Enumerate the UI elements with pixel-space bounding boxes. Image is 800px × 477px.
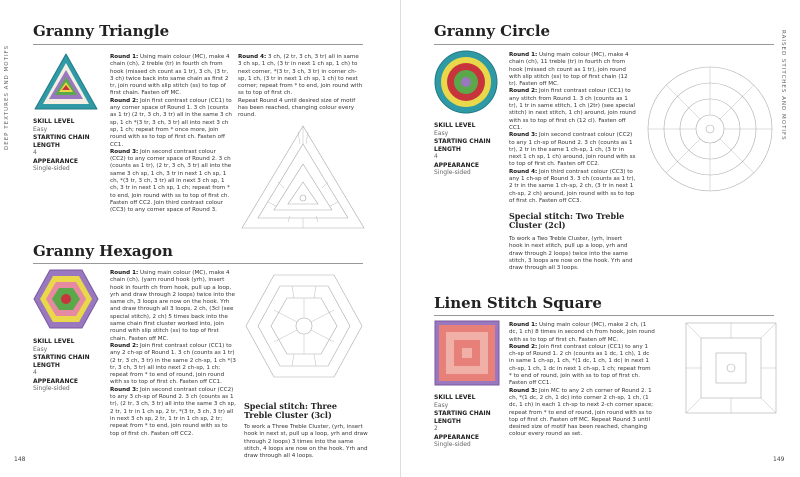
triangle-round-2: Round 2: Join first contrast colour (CC1) to any corner space of Round 1. 3 ch (counts as 1 tr) (2 tr, 3 ch, 3 tr) all in the same 3 ch sp, 1 ch *(3 tr, 3 ch, 3 tr) all into next 3 ch sp, 1 ch; repeat from * once more, join round with ss to top of first ch. Fasten off CC1. [110,97,232,148]
linen-round-3: Round 3: Join MC to any 2 ch corner of Round 2. 1 ch, *(1 dc, 2 ch, 1 dc) into corner 2 ch-sp, 1 ch, (1 dc, 1 ch) in each 1 ch-sp to next 2-ch corner space; repeat from * to end of round, join round with ss to top of first ch. Fasten off MC. Repeat Round 3 until desired size of motif has been reached, changing colour every round as set. [509,387,654,438]
triangle-skill-value: Easy [33,125,48,133]
hexagon-round-3: Round 3: Join second contrast colour (CC2) to any 3 ch-sp of Round 2. 3 ch (counts as 1 tr), (2 tr, 3 ch, 3 tr) all into the same 3 ch sp, 2 tr, 1 tr in 1 ch sp, 2 tr, *(3 tr, 3 ch, 3 tr) all in next 3 ch sp, 2 tr, 1 tr in 1 ch sp, 2 tr; repeat from * to end, join round with ss to top of first ch. Fasten off CC2. [110,386,236,437]
triangle-motif-photo [33,52,99,112]
linen-appearance-label: APPEARANCE [434,433,479,441]
linen-title: Linen Stitch Square [434,294,602,312]
triangle-title: Granny Triangle [33,22,170,40]
circle-round-2: Round 2: Join first contrast colour (CC1) to any stitch from Round 1. 3 ch (counts as 1 tr), 1 tr in same stitch, 1 ch (2tr) (see special stitch) in next stitch, 1 ch) around, join round with ss to top of first ch (12 cl). Fasten off CC1. [509,88,636,131]
page-number-left: 148 [14,456,26,463]
right-page [400,0,800,477]
hexagon-appearance-value: Single-sided [33,385,70,392]
triangle-col1 [110,54,232,215]
linen-chain-value: 2 [434,425,438,432]
triangle-round-4: Round 4: 3 ch, (2 tr, 3 ch, 3 tr) all in same 3 ch sp, 1 ch, (3 tr in next 1 ch sp, 1 ch) to next corner, *(3 tr, 3 ch, 3 tr) in corner ch-sp, 1 ch, (3 tr in next 1 ch sp, 1 ch) to next corner; repeat from * to end, join round with ss to top of first ch. [238,54,363,97]
hexagon-col1 [110,270,236,438]
hexagon-title: Granny Hexagon [33,242,173,260]
triangle-chart-diagram [238,122,368,232]
hexagon-chain-label: STARTING CHAIN LENGTH [33,354,90,369]
hexagon-motif-photo [33,268,99,330]
circle-meta [434,122,494,178]
linen-meta [434,394,494,450]
hexagon-special-title: Special stitch: Three Treble Cluster (3cl) [244,401,337,420]
hexagon-chart-diagram [244,272,364,380]
triangle-round-1: Round 1: Using main colour (MC), make 4 chain (ch), 2 treble (tr) in fourth ch from hook (missed ch count as 1 tr), 3 ch, (3 tr, 3 ch) twice back into same chain as first 2 tr, join round with slip stitch (ss) to top of first chain. Fasten off MC. [110,54,230,97]
linen-col1 [509,322,655,439]
linen-skill-label: SKILL LEVEL [434,394,476,401]
linen-round-2: Round 2: Join first contrast colour (CC1) to any 1 ch-sp of Round 1. 2 ch (counts as 1 dc, 1 ch), 1 dc in same 1 ch-sp, 1 ch, *(1 dc, 1 ch, 1 dc) in next 1 ch-sp, 1 ch, 1 dc in next 1 ch-sp, 1 ch; repeat from * to end of round, join with ss to top of first ch. Fasten off CC1. [509,343,651,387]
circle-chain-value: 4 [434,153,438,160]
linen-chain-label: STARTING CHAIN LENGTH [434,410,491,425]
side-header-right: RAISED STITCHES AND MOTIFS [780,30,786,141]
hexagon-round-2: Round 2: Join first contrast colour (CC1) to any 2 ch-sp of Round 1. 3 ch (counts as 1 tr) (2 tr, 3 ch, 3 tr) in the same 2 ch-sp, 1 ch *(3 tr, 3 ch, 3 tr) all into next 2 ch-sp, 1 ch; repeat from * to end of round, join round with ss to top of first ch. Fasten off CC1. [110,342,236,386]
circle-special-title: Special stitch: Two Treble Cluster (2cl) [509,211,625,230]
circle-appearance-value: Single-sided [434,169,471,176]
circle-appearance-label: APPEARANCE [434,161,479,169]
circle-motif-photo [434,50,498,114]
triangle-rule [33,44,363,45]
triangle-col2 [238,54,364,120]
page-number-right: 149 [773,456,785,463]
circle-round-3: Round 3: Join second contrast colour (CC2) to any 1 ch-sp of Round 2. 3 ch (counts as 1 tr), 2 tr in the same 1 ch-sp, 1 ch, (3 tr in next 1 ch sp, 1 ch) around, join round with ss to top of first ch. Fasten off CC2. [509,132,636,168]
triangle-chain-value: 4 [33,149,37,156]
linen-rule [434,315,774,316]
hexagon-special-text: To work a Three Treble Cluster, (yrh, insert hook in next st, pull up a loop, yrh and draw through 2 loops) 3 times into the same stitch, 4 loops are now on the hook. Yrh and draw through all 4 loops. [244,424,368,460]
circle-special-text: To work a Two Treble Cluster, (yrh, insert hook in next stitch, pull up a loop, yrh and draw through 2 loops) twice into the same stitch, 3 loops are now on the hook. Yrh and draw through all 3 loops. [509,236,633,272]
linen-motif-photo [434,320,500,386]
triangle-meta [33,118,93,174]
circle-skill-label: SKILL LEVEL [434,122,476,129]
linen-round-1: Round 1: Using main colour (MC), make 2 ch, (1 dc, 1 ch) 8 times in second ch from hook, join round with ss to top of first ch. Fasten off MC. [509,322,655,343]
circle-col1 [509,52,637,205]
hexagon-meta [33,338,93,394]
circle-round-1: Round 1: Using main colour (MC), make 4 chain (ch), 11 treble (tr) in fourth ch from hook (missed ch count as 1 tr), join round with slip stitch (ss) to top of first chain (12 tr). Fasten off MC. [509,52,629,88]
hexagon-round-1: Round 1: Using main colour (MC), make 4 chain (ch), (yarn round hook (yrh), insert hook in fourth ch from hook, pull up a loop, yrh and draw through 2 loops) twice into the same ch, 3 loops are now on the hook. Yrh and draw through all 3 loops, 2 ch, (3cl (see special stitch), 2 ch) 5 times back into the same chain first cluster worked into, join round with slip stitch (ss) to top of first chain. Fasten off MC. [110,270,235,342]
circle-round-4: Round 4: Join third contrast colour (CC3) to any 1 ch-sp of Round 3. 3 ch (counts as 1 tr), 2 tr in the same 1 ch-sp, 2 ch, (3 tr in next 1 ch-sp, 2 ch) around, join round with ss to top of first ch. Fasten off CC3. [509,168,636,204]
circle-chain-label: STARTING CHAIN LENGTH [434,138,491,153]
linen-chart-diagram [683,320,779,416]
circle-skill-value: Easy [434,129,449,137]
side-header-left: DEEP TEXTURES AND MOTIFS [4,44,10,150]
hexagon-appearance-label: APPEARANCE [33,377,78,385]
triangle-skill-label: SKILL LEVEL [33,118,75,125]
linen-skill-value: Easy [434,401,449,409]
linen-appearance-value: Single-sided [434,441,471,448]
hexagon-rule [33,263,363,264]
hexagon-chain-value: 4 [33,369,37,376]
triangle-appearance-label: APPEARANCE [33,157,78,165]
triangle-appearance-value: Single-sided [33,165,70,172]
hexagon-skill-label: SKILL LEVEL [33,338,75,345]
triangle-repeat: Repeat Round 4 until desired size of motif has been reached, changing colour every round. [238,97,356,119]
circle-title: Granny Circle [434,22,551,40]
circle-chart-diagram [645,64,775,194]
hexagon-skill-value: Easy [33,345,48,353]
circle-rule [434,44,774,45]
triangle-round-3: Round 3: Join second contrast colour (CC2) to any corner space of Round 2. 3 ch (counts as 1 tr), (2 tr, 3 ch, 3 tr) all into the same 3 ch sp, 1 ch, 3 tr in next 1 ch sp, 1 ch, *(3 tr, 3 ch, 3 tr) all in next 3 ch sp, 1 ch, 3 tr in next 1 ch sp, 1 ch; repeat from * to end, join round with ss to top of first ch. Fasten off CC2. Join third contrast colour (CC3) to any corner space of Round 3. [110,148,232,214]
triangle-chain-label: STARTING CHAIN LENGTH [33,134,90,149]
